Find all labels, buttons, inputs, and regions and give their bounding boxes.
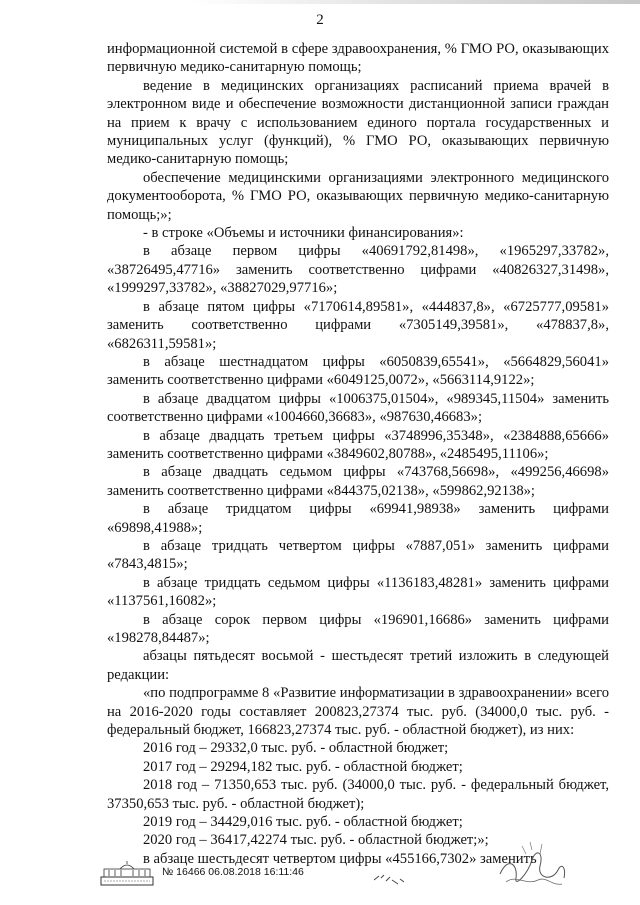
paragraph: в абзаце тридцать седьмом цифры «1136183,48281» заменить цифрами «1137561,16082»; [107,574,609,610]
paragraph: в абзаце двадцатом цифры «1006375,01504», «989345,11504» заменить соответственно цифрами «1004660,36683», «987630,46683»; [107,390,609,426]
paragraph: в абзаце тридцатом цифры «69941,98938» заменить цифрами «69898,41988»; [107,501,609,536]
registration-stamp: № 16466 06.08.2018 16:11:46 [162,866,304,878]
paragraph: - в строке «Объемы и источники финансирования»: [143,225,464,242]
building-stamp-icon [100,860,154,886]
paragraph: в абзаце шестьдесят четвертом цифры «455166,7302» заменить [143,850,537,867]
page-number: 2 [316,12,324,28]
document-footer [100,858,620,898]
paragraph: обеспечение медицинскими организациями электронного медицинского документооборота, % ГМО РО, оказывающих первичную медико-санитарную помощь;»; [107,169,609,223]
paragraph: 2018 год – 71350,653 тыс. руб. (34000,0 тыс. руб. - федеральный бюджет, 37350,653 тыс. руб. - областной бюджет); [107,777,609,812]
ink-mark [372,866,406,888]
paragraph: в абзаце сорок первом цифры «196901,16686» заменить цифрами «198278,84487»; [107,611,609,646]
paragraph: 2016 год – 29332,0 тыс. руб. - областной бюджет; [143,740,449,757]
paragraph: информационной системой в сфере здравоохранения, % ГМО РО, оказывающих первичную медико-санитарную помощь; [107,41,609,76]
signature-mark [492,834,572,896]
paragraph: абзацы пятьдесят восьмой - шестьдесят третий изложить в следующей редакции: [107,648,609,683]
paragraph: 2017 год – 29294,182 тыс. руб. - областной бюджет; [143,758,463,775]
paragraph: 2020 год – 36417,42274 тыс. руб. - областной бюджет;»; [143,832,489,849]
paragraph: ведение в медицинских организациях расписаний приема врачей в электронном виде и обеспечение возможности дистанционной записи граждан на прием к врачу с использованием единого портала государственных и муниципальных услуг (функций), % ГМО РО, оказывающих первичную медико-санитарную помощь; [107,77,609,168]
paragraph: в абзаце пятом цифры «7170614,89581», «444837,8», «6725777,09581» заменить соответственно цифрами «7305149,39581», «478837,8», «6826311,59581»; [107,298,609,352]
paragraph: в абзаце шестнадцатом цифры «6050839,65541», «5664829,56041» заменить соответственно цифрами «6049125,0072», «5663114,9122»; [107,353,609,389]
document-body [107,40,609,868]
paragraph: в абзаце первом цифры «40691792,81498», «1965297,33782», «38726495,47716» заменить соответственно цифрами «40826327,31498», «1999297,33782», «38827029,97716»; [107,243,609,297]
paragraph: в абзаце двадцать седьмом цифры «743768,56698», «499256,46698» заменить соответственно цифрами «844375,02138», «599862,92138»; [107,464,609,499]
paragraph: в абзаце тридцать четвертом цифры «7887,051» заменить цифрами «7843,4815»; [107,537,609,573]
paragraph: в абзаце двадцать третьем цифры «3748996,35348», «2384888,65666» заменить соответственно цифрами «3849602,80788», «2485495,11106»; [107,427,609,462]
paragraph: 2019 год – 34429,016 тыс. руб. - областной бюджет; [143,814,463,831]
scan-edge-shadow [0,0,640,4]
paragraph: «по подпрограмме 8 «Развитие информатизации в здравоохранении» всего на 2016-2020 годы составляет 200823,27374 тыс. руб. (34000,0 тыс. руб. - федеральный бюджет, 166823,27374 тыс. руб. - областной бюджет), из них: [107,685,609,739]
